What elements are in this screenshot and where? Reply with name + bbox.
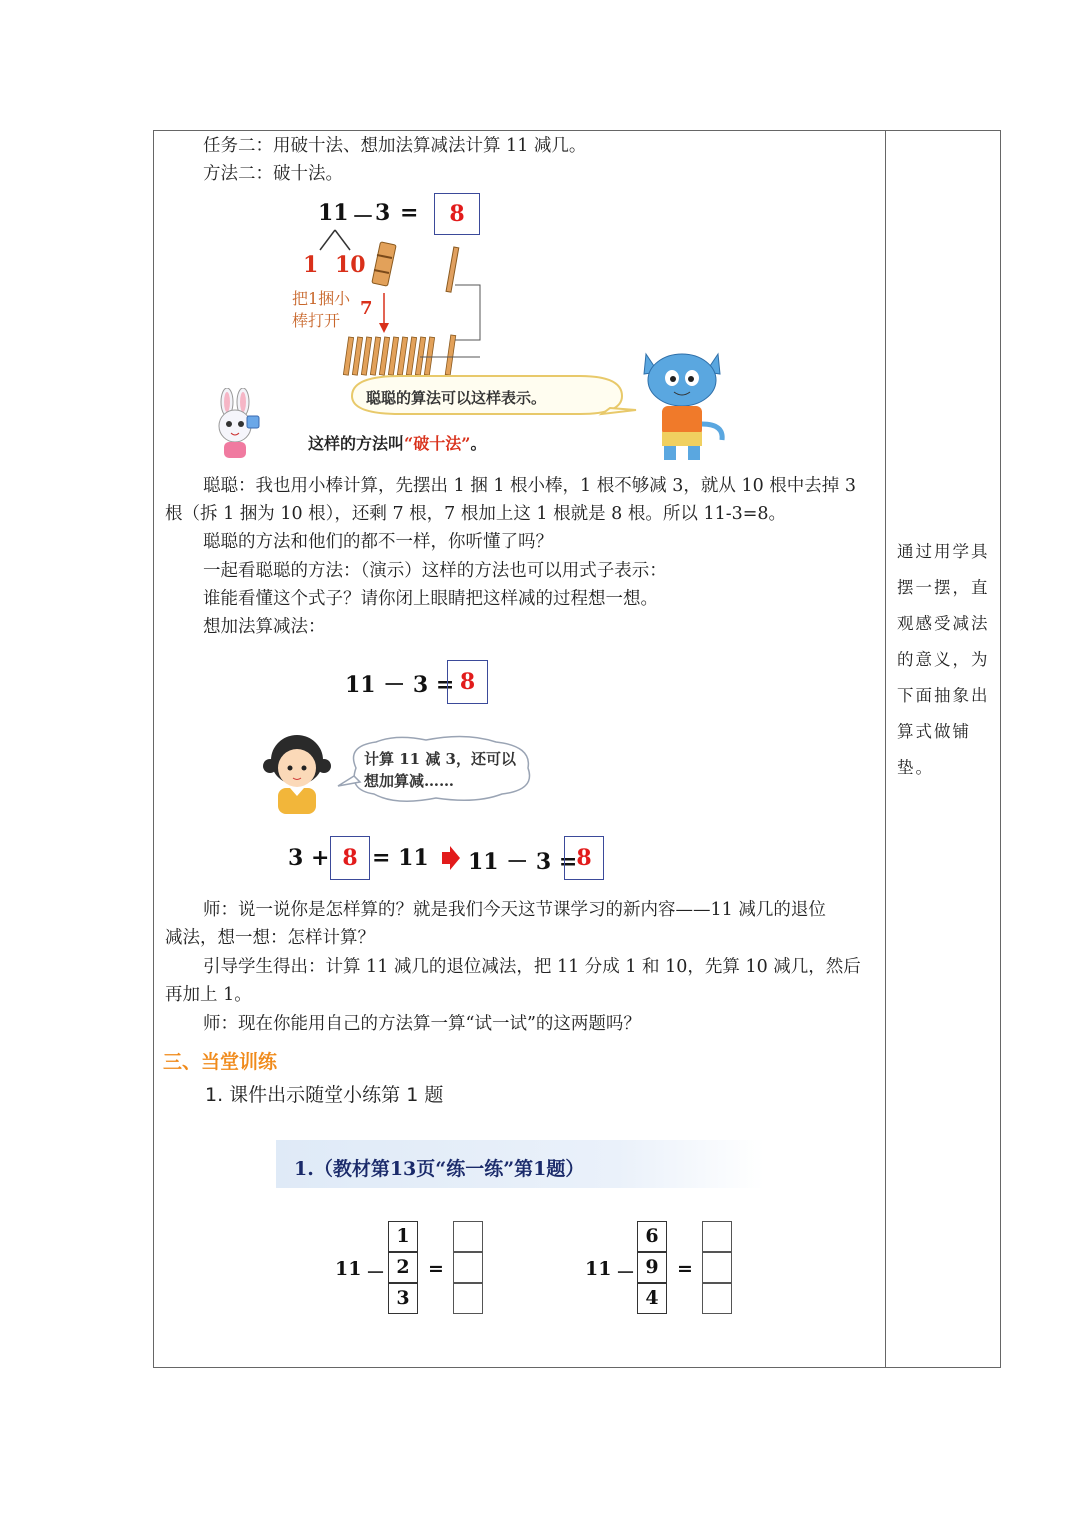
left-minus: － [366, 1262, 386, 1284]
rabbit-character-icon [205, 388, 265, 464]
right-minuend: 11 [585, 1258, 612, 1280]
side-note-line: 观感受减法 [897, 614, 990, 633]
method-line: 方法二：破十法。 [203, 164, 343, 184]
caption-suffix: 。 [470, 434, 487, 453]
text-congcong-1: 聪聪：我也用小棒计算，先摆出 1 捆 1 根小棒，1 根不够减 3，就从 10 根中去掉 3 [203, 476, 857, 496]
unbundle-note-1: 把1捆小 [292, 289, 351, 308]
left-minuend: 11 [335, 1258, 362, 1280]
side-note-line: 垫。 [897, 758, 934, 777]
right-answer-cell[interactable] [702, 1283, 732, 1314]
expr-equals: = [400, 200, 419, 226]
text-method-add: 想加法算减法： [203, 617, 326, 637]
column-divider [885, 130, 886, 1368]
text-question-3: 谁能看懂这个式子？请你闭上眼睛把这样减的过程想一想。 [203, 589, 658, 609]
text-guide-1: 引导学生得出：计算 11 减几的退位减法，把 11 分成 1 和 10，先算 10 减几，然后 [203, 957, 861, 977]
text-congcong-2: 根（拆 1 捆为 10 根），还剩 7 根，7 根加上这 1 根就是 8 根。所以 11-3=8。 [165, 504, 787, 524]
left-subtrahend-cell: 2 [388, 1252, 418, 1283]
task-line: 任务二：用破十法、想加法算减法计算 11 减几。 [203, 136, 587, 156]
take-away-number: 7 [360, 298, 373, 319]
cat-character-icon [636, 344, 728, 464]
text-question-1: 聪聪的方法和他们的都不一样，你听懂了吗？ [203, 532, 553, 552]
left-subtrahend-cell: 1 [388, 1221, 418, 1252]
thought-line-2: 想加算减…… [364, 772, 455, 790]
exercise-title: 1. 课件出示随堂小练第 1 题 [205, 1084, 444, 1106]
method-caption [308, 431, 486, 454]
sub-answer-box: 8 [564, 836, 604, 880]
right-answer-cell[interactable] [702, 1252, 732, 1283]
bubble-text: 聪聪的算法可以这样表示。 [366, 389, 547, 407]
side-note-line: 算式做铺 [897, 722, 971, 741]
text-question-2: 一起看聪聪的方法：（演示）这样的方法也可以用式子表示： [203, 561, 667, 581]
exercise-header-text: 1.（教材第13页“练一练”第1题） [294, 1158, 585, 1180]
expr-subtrahend: 3 [375, 200, 391, 226]
right-answer-cell[interactable] [702, 1221, 732, 1252]
expr-minuend: 11 [318, 200, 349, 226]
stick-bundle-icon [372, 242, 396, 286]
split-one: 1 [303, 252, 319, 278]
section-heading: 三、当堂训练 [163, 1051, 278, 1073]
expr-2: 11 － 3 = [345, 672, 455, 698]
arrow-right-icon [440, 846, 460, 870]
split-ten: 10 [335, 252, 366, 278]
side-note-line: 的意义，为 [897, 650, 990, 669]
left-answer-cell[interactable] [453, 1252, 483, 1283]
right-subtrahend-cell: 9 [637, 1252, 667, 1283]
right-equals: = [677, 1258, 693, 1280]
unbundle-note-2: 棒打开 [292, 311, 341, 330]
side-note [897, 534, 995, 786]
right-subtrahend-cell: 6 [637, 1221, 667, 1252]
text-teacher-1b: 减法，想一想：怎样计算？ [165, 928, 375, 948]
text-teacher-2: 师：现在你能用自己的方法算一算“试一试”的这两题吗？ [203, 1014, 641, 1034]
girl-character-icon [262, 728, 332, 818]
caption-name: “破十法” [404, 434, 471, 453]
side-note-line: 摆一摆，直 [897, 578, 990, 597]
answer-box: 8 [434, 193, 480, 235]
exercise-header [276, 1140, 764, 1188]
left-answer-cell[interactable] [453, 1221, 483, 1252]
right-subtrahend-cell: 4 [637, 1283, 667, 1314]
left-equals: = [428, 1258, 444, 1280]
thought-line-1: 计算 11 减 3，还可以 [364, 750, 516, 768]
right-minus: － [616, 1262, 636, 1284]
caption-prefix: 这样的方法叫 [308, 434, 405, 453]
text-guide-2: 再加上 1。 [165, 985, 252, 1005]
text-teacher-1: 师：说一说你是怎样算的？就是我们今天这节课学习的新内容——11 减几的退位 [203, 900, 826, 920]
answer-box-2: 8 [447, 660, 488, 704]
add-expr-right: = 11 [372, 845, 429, 871]
add-answer-box: 8 [330, 836, 370, 880]
expr-minus: － [352, 204, 375, 230]
side-note-line: 下面抽象出 [897, 686, 990, 705]
left-answer-cell[interactable] [453, 1283, 483, 1314]
add-expr-left: 3 + [288, 845, 330, 871]
left-subtrahend-cell: 3 [388, 1283, 418, 1314]
sub-expr: 11 － 3 = [468, 849, 578, 875]
side-note-line: 通过用学具 [897, 542, 990, 561]
